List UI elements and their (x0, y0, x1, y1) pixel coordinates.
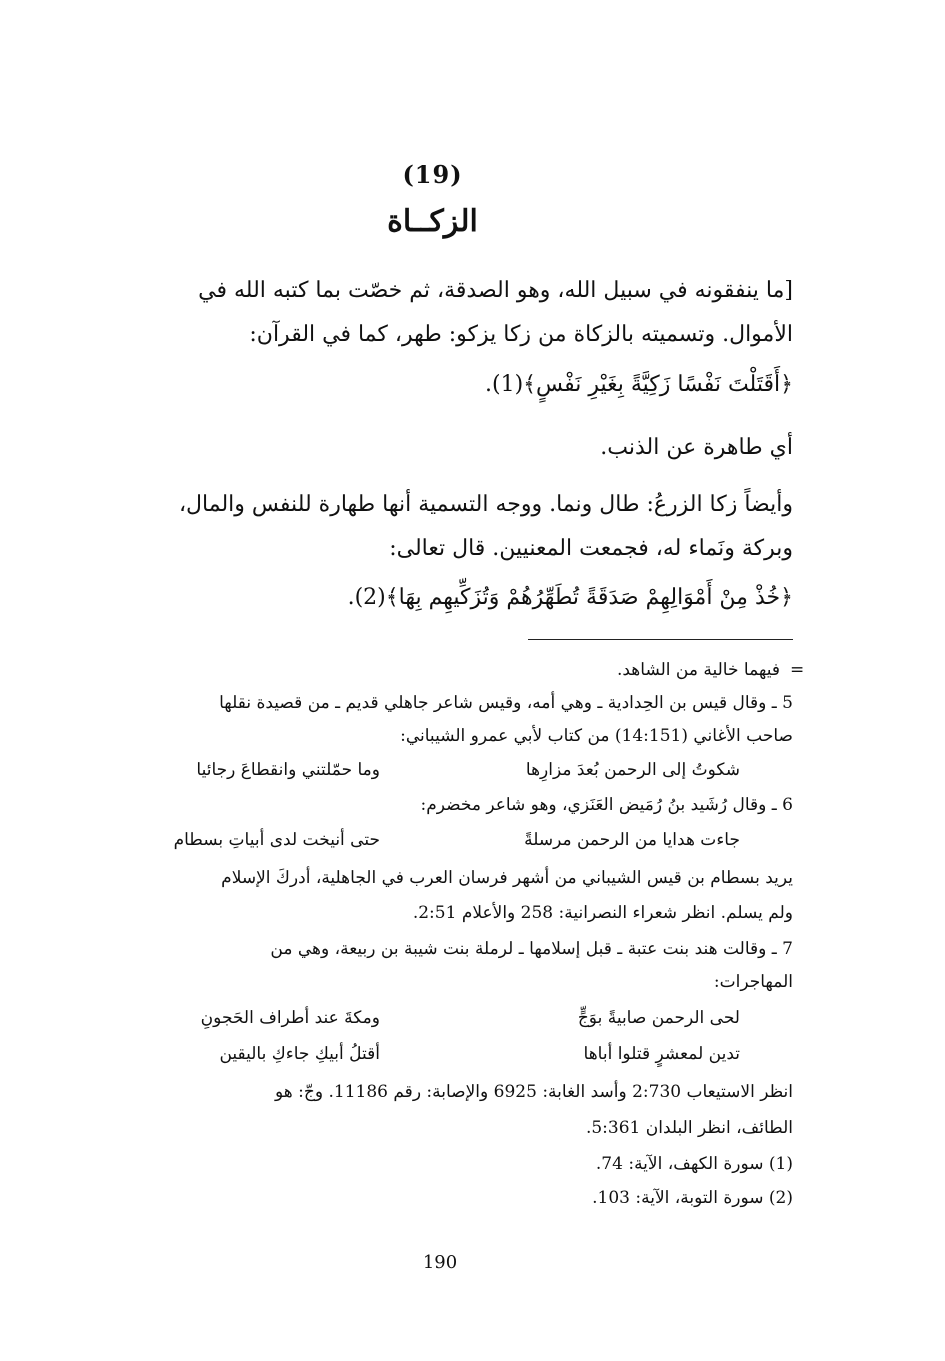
footnote-text: 5 ـ وقال قيس بن الحِدادية ـ وهي أمه، وقيس شاعر جاهلي قديم ـ من قصيدة نقلها (219, 693, 793, 713)
footnote-text: انظر الاستيعاب 2:730 وأسد الغابة: 6925 والإصابة: رقم 11186. وجّ: هو (275, 1082, 793, 1102)
chapter-title: الزكــاة (387, 204, 478, 239)
body-line-3: أي طاهرة عن الذنب. (600, 435, 793, 460)
verse-hemistich: وما حمّلتني وانقطاعَ رجائيا (196, 760, 380, 780)
footnote-text: ولم يسلم. انظر شعراء النصرانية: 258 والأعلام 2:51. (412, 903, 793, 923)
verse-hemistich: لحى الرحمن صابيةً بوَجٍّ (577, 1008, 740, 1028)
footnote-2: (2) سورة التوبة، الآية: 103. (592, 1188, 793, 1208)
footnote-1: (1) سورة الكهف، الآية: 74. (595, 1154, 793, 1174)
footnote-text: المهاجرات: (713, 972, 793, 992)
verse-hemistich: حتى أنيخت لدى أبياتِ بسطام (173, 830, 380, 850)
footnote-text: الطائف، انظر البلدان 5:361. (585, 1118, 793, 1138)
body-line-1: [ما ينفقونه في سبيل الله، وهو الصدقة، ثم خصّت بما كتبه الله في (198, 278, 793, 303)
verse-hemistich: أقتلُ أبيكِ جاءكِ باليقين (219, 1044, 380, 1064)
quran-verse-1: ﴿أَقَتَلْتَ نَفْسًا زَكِيَّةً بِغَيْرِ نَفْسٍ﴾(1). (485, 372, 793, 397)
footnote-text: 6 ـ وقال رُشَيد بنُ رُمَيض العَنَزي، وهو شاعر مخضرم: (420, 795, 793, 815)
footnote-text: صاحب الأغاني (14:151) من كتاب لأبي عمرو الشيباني: (400, 726, 793, 746)
footnote-text: 7 ـ وقالت هند بنت عتبة ـ قبل إسلامها ـ لرملة بنت شيبة بن ربيعة، وهي من (270, 939, 793, 959)
verse-hemistich: تدين لمعشرٍ قتلوا أباها (583, 1044, 740, 1064)
body-line-5: وبركة ونَماء له، فجمعت المعنيين. قال تعالى: (389, 536, 793, 561)
body-line-2: الأموال. وتسميته بالزكاة من زكا يزكو: طهر، كما في القرآن: (249, 322, 793, 347)
quran-verse-2: ﴿خُذْ مِنْ أَمْوَالِهِمْ صَدَقَةً تُطَهِّرُهُمْ وَتُزَكِّيهِم بِهَا﴾(2). (347, 585, 793, 610)
footnote-separator (528, 639, 793, 640)
verse-hemistich: ومكةَ عند أطراف الحَجونِ (200, 1008, 380, 1028)
chapter-number: (19) (402, 160, 463, 189)
verse-hemistich: جاءت هدايا من الرحمن مرسلةً (524, 830, 740, 850)
footnote-text: يريد بسطام بن قيس الشيباني من أشهر فرسان العرب في الجاهلية، أدركَ الإسلام (221, 868, 793, 888)
verse-hemistich: شكوتُ إلى الرحمن بُعدَ مزارِها (525, 760, 740, 780)
page-number: 190 (422, 1252, 458, 1273)
body-line-4: وأيضاً زكا الزرعُ: طال ونما. ووجه التسمية أنها طهارة للنفس والمال، (178, 492, 793, 517)
footnote-text: فيهما خالية من الشاهد. (616, 660, 780, 680)
continuation-mark: = (790, 660, 805, 680)
